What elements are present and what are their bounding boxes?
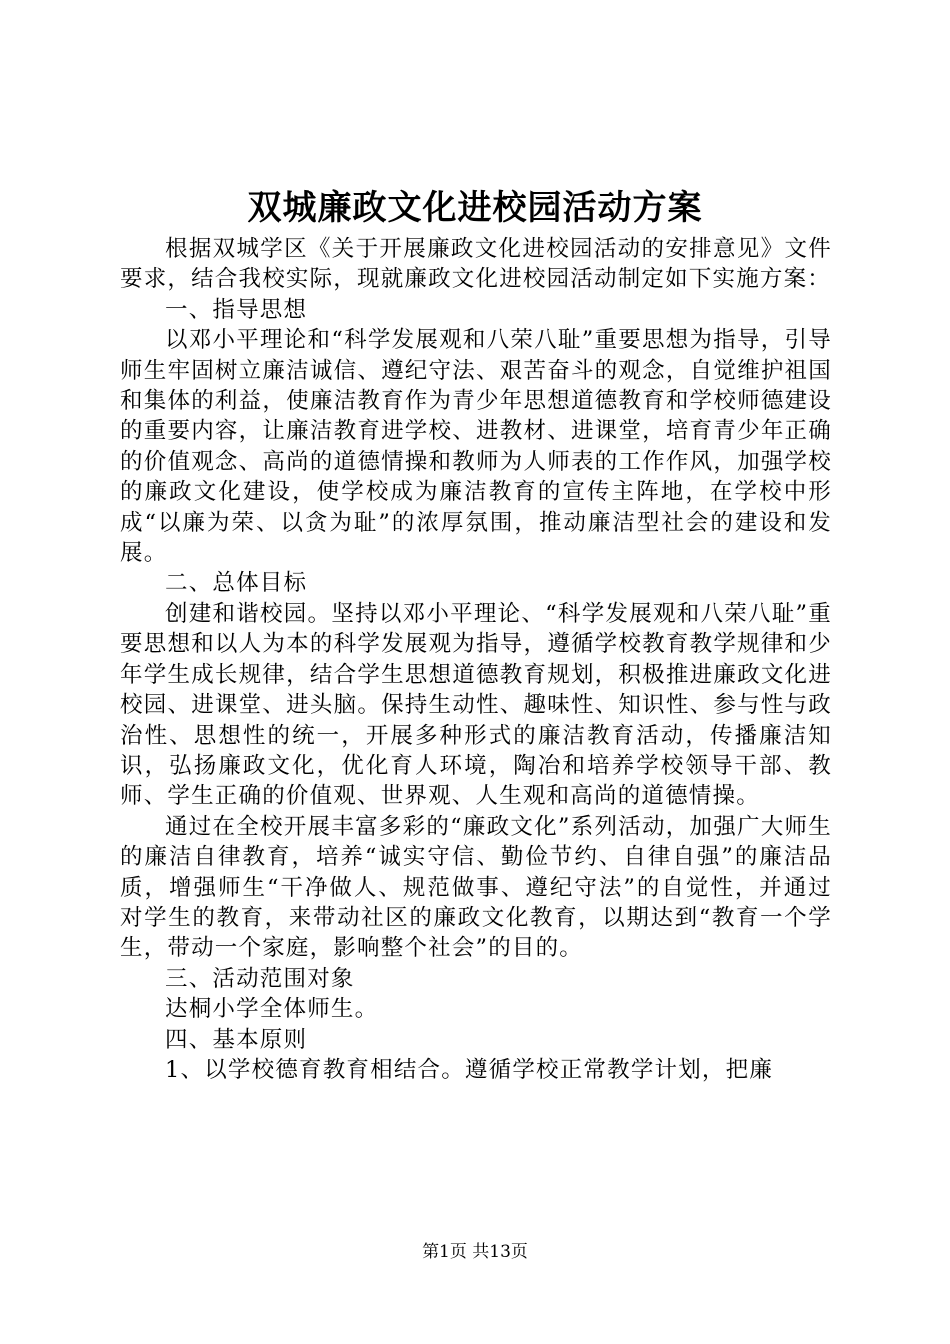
paragraph-activities: 通过在全校开展丰富多彩的“廉政文化”系列活动，加强广大师生的廉洁自律教育，培养“诚实守信、勤俭节约、自律自强”的廉洁品质，增强师生“干净做人、规范做事、遵纪守法”的自觉性，并通过对学生的教育，来带动社区的廉政文化教育，以期达到“教育一个学生，带动一个家庭，影响整个社会”的目的。 (120, 813, 832, 962)
document-body (120, 234, 832, 1085)
paragraph-scope: 达桐小学全体师生。 (165, 996, 379, 1023)
section-heading-scope: 三、活动范围对象 (165, 965, 355, 992)
section-heading-overall-goal: 二、总体目标 (165, 570, 308, 597)
paragraph-guiding-ideology: 以邓小平理论和“科学发展观和八荣八耻”重要思想为指导，引导师生牢固树立廉洁诚信、遵纪守法、艰苦奋斗的观念，自觉维护祖国和集体的利益，使廉洁教育作为青少年思想道德教育和学校师德建设的重要内容，让廉洁教育进学校、进教材、进课堂，培育青少年正确的价值观念、高尚的道德情操和教师为人师表的工作作风，加强学校的廉政文化建设，使学校成为廉洁教育的宣传主阵地，在学校中形成“以廉为荣、以贪为耻”的浓厚氛围，推动廉洁型社会的建设和发展。 (120, 327, 832, 567)
section-heading-guiding-ideology: 一、指导思想 (165, 296, 308, 323)
paragraph-principle-1: 1、以学校德育教育相结合。遵循学校正常教学计划，把廉 (165, 1056, 774, 1083)
section-heading-principles: 四、基本原则 (165, 1026, 308, 1053)
document-title: 双城廉政文化进校园活动方案 (247, 188, 703, 228)
paragraph-overall-goal: 创建和谐校园。坚持以邓小平理论、“科学发展观和八荣八耻”重要思想和以人为本的科学发展观为指导，遵循学校教育教学规律和少年学生成长规律，结合学生思想道德教育规划，积极推进廉政文化进校园、进课堂、进头脑。保持生动性、趣味性、知识性、参与性与政治性、思想性的统一，开展多种形式的廉洁教育活动，传播廉洁知识，弘扬廉政文化，优化育人环境，陶冶和培养学校领导干部、教师、学生正确的价值观、世界观、人生观和高尚的道德情操。 (120, 600, 832, 810)
page-number-footer: 第1页 共13页 (422, 1242, 528, 1262)
paragraph-intro: 根据双城学区《关于开展廉政文化进校园活动的安排意见》文件要求，结合我校实际，现就廉政文化进校园活动制定如下实施方案： (120, 236, 832, 293)
